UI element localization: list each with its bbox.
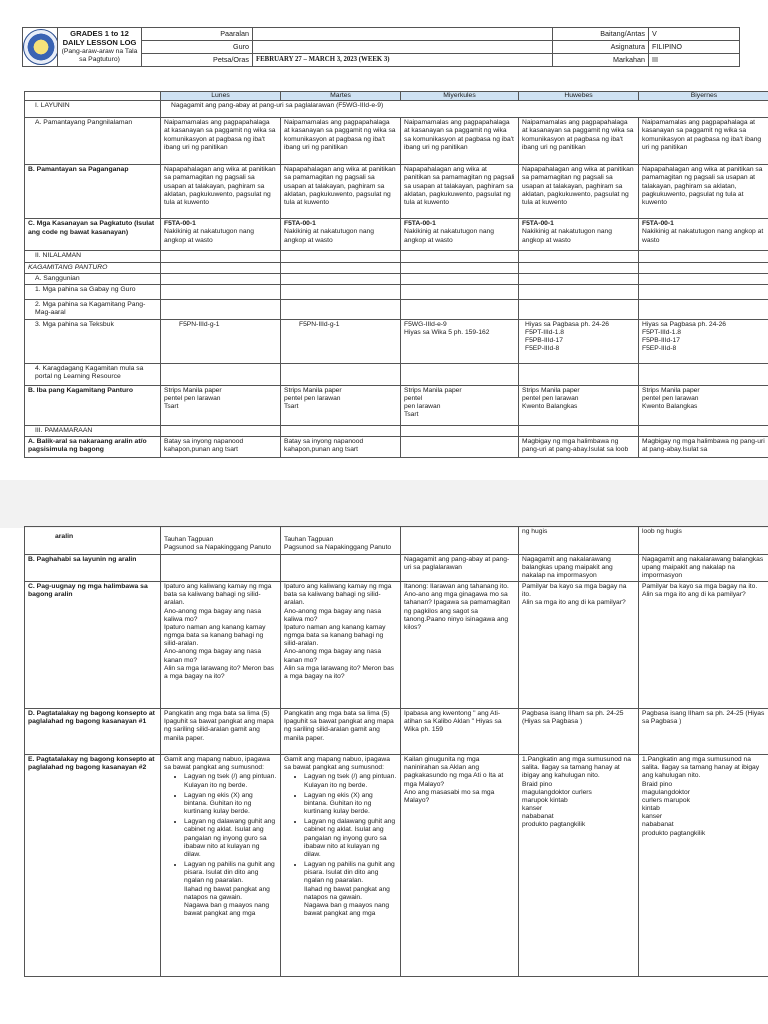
pagtatalakay1-lunes: Pangkatin ang mga bata sa lima (5) Ipaguhit sa bawat pangkat ang mapa ng sariling silid-aralan gamit ang manila paper. <box>161 709 281 755</box>
pamamaraan-row <box>25 425 768 436</box>
deped-seal-icon <box>23 29 58 65</box>
kasanayan-code: F5TA-00-1 <box>522 220 554 228</box>
pangnilalaman-biyernes: Naipamamalas ang pagpapahalaga at kasanayan sa paggamit ng wika sa komunikasyon at pagbasa ng iba't ibang uri ng panitikan <box>639 118 768 165</box>
pagganap-huwebes: Napapahalagan ang wika at panitikan sa pamamagitan ng pagsali sa usapan at talakayan, paghiram sa aklatan, pagkukuwento, pagsulat ng tula at kuwento <box>519 165 639 219</box>
kagamitang-row <box>25 300 768 320</box>
pagganap-row <box>25 165 768 219</box>
page-gap <box>0 480 768 528</box>
teksbuk-lunes: F5PN-IIId-g-1 <box>161 319 281 363</box>
paghahabi-martes <box>281 554 401 582</box>
petsa-label: Petsa/Oras <box>142 54 253 67</box>
kagamitan-label: KAGAMITANG PANTURO <box>25 262 161 273</box>
kasanayan-text: Nakikinig at nakatutugon nang angkop at wasto <box>284 228 374 244</box>
nilalaman-label: II. NILALAMAN <box>25 251 161 262</box>
teksbuk-huwebes: Hiyas sa Pagbasa ph. 24-26 F5PT-IIId-1.8 F5PB-IIId-17 F5EP-IIId-8 <box>519 319 639 363</box>
balik-label: A. Balik-aral sa nakaraang aralin at/o pagsisimula ng bagong <box>25 436 161 457</box>
pangnilalaman-row <box>25 118 768 165</box>
pangnilalaman-huwebes: Naipamamalas ang pagpapahalaga at kasanayan sa paggamit ng wika sa komunikasyon at pagbasa ng iba't ibang uri ng panitikan <box>519 118 639 165</box>
pagtatalakay1-label: D. Pagtatalakay ng bagong konsepto at paglalahad ng bagong kasanayan #1 <box>25 709 161 755</box>
guro-value <box>253 41 553 54</box>
teksbuk-biyernes: Hiyas sa Pagbasa ph. 24-26 F5PT-IIId-1.8 F5PB-IIId-17 F5EP-IIId-8 <box>639 319 768 363</box>
day-header-row <box>25 92 768 101</box>
petsa-value: FEBRUARY 27 – MARCH 3, 2023 (WEEK 3) <box>253 54 553 67</box>
title-line-1: GRADES 1 to 12 <box>70 29 129 38</box>
aralin-lunes: Tauhan Tagpuan Pagsunod sa Napakinggang Panuto <box>161 527 281 555</box>
day-lunes: Lunes <box>161 92 281 101</box>
kasanayan-row <box>25 219 768 251</box>
kasanayan-text: Nakikinig at nakatutugon nang angkop at wasto <box>522 228 612 244</box>
iba-biyernes: Strips Manila paper pentel pen larawan Kwento Balangkas <box>639 385 768 425</box>
paaralan-label: Paaralan <box>142 28 253 41</box>
asignatura-label: Asignatura <box>553 41 649 54</box>
teksbuk-martes: F5PN-IIId-g-1 <box>281 319 401 363</box>
pagtatalakay1-miyerkules: Ipabasa ang kwentong " ang Ati-atihan sa Kalibo Aklan " Hiyas sa Wika ph. 159 <box>401 709 519 755</box>
kasanayan-code: F5TA-00-1 <box>404 220 436 228</box>
pagtatalakay2-martes <box>281 755 401 977</box>
paghahabi-lunes <box>161 554 281 582</box>
kagamitan-row <box>25 262 768 273</box>
lesson-table-part-1 <box>24 91 768 458</box>
layunin-label: I. LAYUNIN <box>25 101 161 118</box>
pagtatalakay2-label: E. Pagtatalakay ng bagong konsepto at paglalahad ng bagong kasanayan #2 <box>25 755 161 977</box>
kasanayan-text: Nakikinig at nakatutugon nang angkop at wasto <box>164 228 254 244</box>
pagganap-miyerkules: Napapahalagan ang wika at panitikan sa pamamagitan ng pagsali sa usapan at talakayan, paghiram sa aklatan, pagkukuwento, pagsulat ng tula at kuwento <box>401 165 519 219</box>
pagganap-lunes: Napapahalagan ang wika at panitikan sa pamamagitan ng pagsali sa usapan at talakayan, paghiram sa aklatan, pagkukuwento, pagsulat ng tula at kuwento <box>161 165 281 219</box>
balik-row <box>25 436 768 457</box>
lesson-table-part-2 <box>24 526 768 977</box>
pagtatalakay1-row <box>25 709 768 755</box>
deped-seal-cell <box>23 28 58 67</box>
day-huwebes: Huwebes <box>519 92 639 101</box>
aralin-martes: Tauhan Tagpuan Pagsunod sa Napakinggang Panuto <box>281 527 401 555</box>
gabay-row <box>25 285 768 300</box>
kasanayan-label: C. Mga Kasanayan sa Pagkatuto (Isulat ang code ng bawat kasanayan) <box>25 219 161 251</box>
nilalaman-row <box>25 251 768 262</box>
list-item: • Lagyan ng tsek (/) ang pintuan. Kulayan ito ng berde. <box>304 773 397 789</box>
kasanayan-lunes <box>161 219 281 251</box>
sanggunian-label: A. Sanggunian <box>25 273 161 284</box>
paguugnay-row <box>25 582 768 709</box>
aralin-label: aralin <box>25 527 161 555</box>
iba-row <box>25 385 768 425</box>
pagtatalakay2-intro: Gamit ang mapang nabuo, ipagawa sa bawat pangkat ang sumusnod: <box>164 756 270 772</box>
kasanayan-code: F5TA-00-1 <box>284 220 316 228</box>
paguugnay-martes: Ipaturo ang kaliwang kamay ng mga bata sa kaliwang bahagi ng silid-aralan. Ano-anong mga bagay ang nasa kaliwa mo? Ipaturo naman ang kanang kamay ngmga bata sa kanang bahagi ng silid-aralan. Ano-anong mga bagay ang nasa kanan mo? Alin sa mga larawang ito? Meron bas a mga bagay na ito? <box>281 582 401 709</box>
kasanayan-huwebes <box>519 219 639 251</box>
teksbuk-row <box>25 319 768 363</box>
kagamitang-label: 2. Mga pahina sa Kagamitang Pang-Mag-aaral <box>25 300 161 320</box>
pagtatalakay2-list <box>176 773 277 918</box>
karagdagang-row <box>25 363 768 385</box>
layunin-row <box>25 101 768 118</box>
balik-huwebes: Magbigay ng mga halimbawa ng pang-uri at pang-abay.Isulat sa loob <box>519 436 639 457</box>
paguugnay-label: C. Pag-uugnay ng mga halimbawa sa bagong aralin <box>25 582 161 709</box>
paghahabi-miyerkules: Nagagamit ang pang-abay at pang-uri sa paglalarawan <box>401 554 519 582</box>
balik-lunes: Batay sa inyong napanood kahapon,punan ang tsart <box>161 436 281 457</box>
pagganap-label: B. Pamantayan sa Paganganap <box>25 165 161 219</box>
page-one <box>0 0 768 480</box>
day-biyernes: Biyernes <box>639 92 768 101</box>
paguugnay-huwebes: Pamilyar ba kayo sa mga bagay na ito. Alin sa mga ito ang di ka pamilyar? <box>519 582 639 709</box>
paaralan-value <box>253 28 553 41</box>
asignatura-value: FILIPINO <box>649 41 740 54</box>
sanggunian-row <box>25 273 768 284</box>
list-item: • Lagyan ng dalawang guhit ang cabinet ng aklat. Isulat ang pangalan ng inyong guro sa ibabaw nito at kulayan ng dilaw. <box>184 818 277 859</box>
paghahabi-row <box>25 554 768 582</box>
karagdagang-label: 4. Karagdagang Kagamitan mula sa portal ng Learning Resource <box>25 363 161 385</box>
aralin-biyernes: loob ng hugis <box>639 527 768 555</box>
kasanayan-code: F5TA-00-1 <box>164 220 196 228</box>
pagtatalakay2-miyerkules: Kailan ginugunita ng mga naninirahan sa Aklan ang pagkakasundo ng mga Ati o Ita at mga Malayo? Ano ang masasabi mo sa mga Malayo? <box>401 755 519 977</box>
pagtatalakay1-huwebes: Pagbasa isang lIham sa ph. 24-25 (Hiyas sa Pagbasa ) <box>519 709 639 755</box>
pagtatalakay1-martes: Pangkatin ang mga bata sa lima (5) Ipaguhit sa bawat pangkat ang mapa ng sariling silid-aralan gamit ang manila paper. <box>281 709 401 755</box>
baitang-value: V <box>649 28 740 41</box>
pangnilalaman-miyerkules: Naipamamalas ang pagpapahalaga at kasanayan sa paggamit ng wika sa komunikasyon at pagbasa ng iba't ibang uri ng panitikan <box>401 118 519 165</box>
kasanayan-biyernes <box>639 219 768 251</box>
kasanayan-miyerkules <box>401 219 519 251</box>
list-item: • Lagyan ng ekis (X) ang bintana. Guhitan ito ng kurtinang kulay berde. <box>184 792 277 817</box>
balik-martes: Batay sa inyong napanood kahapon,punan ang tsart <box>281 436 401 457</box>
title-line-2: DAILY LESSON LOG <box>62 38 137 48</box>
pagtatalakay2-row <box>25 755 768 977</box>
markahan-label: Markahan <box>553 54 649 67</box>
pagtatalakay2-biyernes: 1.Pangkatin ang mga sumusunod na salita. Ilagay sa tamang hanay at ibigay ang kahulugan nito. Braid pino magulangdoktor curlers marupok kintab kanser nababanat produkto pagtangkilik <box>639 755 768 977</box>
pagtatalakay1-biyernes: Pagbasa isang lIham sa ph. 24-25 (Hiyas sa Pagbasa ) <box>639 709 768 755</box>
pagganap-biyernes: Napapahalagan ang wika at panitikan sa pamamagitan ng pagsali sa usapan at talakayan, paghiram sa aklatan, pagkukuwento, pagsulat ng tula at kuwento <box>639 165 768 219</box>
balik-miyerkules <box>401 436 519 457</box>
day-miyerkules: Miyerkules <box>401 92 519 101</box>
teksbuk-miyerkules: F5WG-IIId-e-9 Hiyas sa Wika 5 ph. 159-162 <box>401 319 519 363</box>
pagtatalakay2-lunes <box>161 755 281 977</box>
pagtatalakay2-huwebes: 1.Pangkatin ang mga sumusunod na salita. Ilagay sa tamang hanay at ibigay ang kahulugan nito. Braid pino magulangdoktor curlers marupok kintab kanser nababanat produkto pagtangkilik <box>519 755 639 977</box>
paghahabi-label: B. Paghahabi sa layunin ng aralin <box>25 554 161 582</box>
kasanayan-code: F5TA-00-1 <box>642 220 674 228</box>
iba-miyerkules: Strips Manila paper pentel pen larawan Tsart <box>401 385 519 425</box>
markahan-value: III <box>649 54 740 67</box>
iba-huwebes: Strips Manila paper pentel pen larawan Kwento Balangkas <box>519 385 639 425</box>
layunin-text: Nagagamit ang pang-abay at pang-uri sa paglalarawan (F5WG-IIId-e-9) <box>161 101 768 118</box>
list-item: • Lagyan ng dalawang guhit ang cabinet ng aklat. Isulat ang pangalan ng inyong guro sa ibabaw nito at kulayan ng dilaw. <box>304 818 397 859</box>
day-martes: Martes <box>281 92 401 101</box>
header-table <box>22 27 740 67</box>
paguugnay-lunes: Ipaturo ang kaliwang kamay ng mga bata sa kaliwang bahagi ng silid-aralan. Ano-anong mga bagay ang nasa kaliwa mo? Ipaturo naman ang kanang kamay ngmga bata sa kanang bahagi ng silid-aralan. Ano-anong mga bagay ang nasa kanan mo? Alin sa mga larawang ito? Meron bas a mga bagay na ito? <box>161 582 281 709</box>
subtitle: (Pang-araw-araw na Tala sa Pagtuturo) <box>61 47 138 64</box>
kasanayan-text: Nakikinig at nakatutugon nang angkop at wasto <box>404 228 494 244</box>
iba-martes: Strips Manila paper pentel pen larawan Tsart <box>281 385 401 425</box>
pangnilalaman-lunes: Naipamamalas ang pagpapahalaga at kasanayan sa paggamit ng wika sa komunikasyon at pagbasa ng iba't ibang uri ng panitikan <box>161 118 281 165</box>
aralin-huwebes: ng hugis <box>519 527 639 555</box>
list-item: • Lagyan ng pahilis na guhit ang pisara. Isulat din dito ang ngalan ng paaralan. Ilahad ng bawat pangkat ang natapos na gawain. Nagawa ban g maayos nang bawat pangkat ang mga <box>304 861 397 918</box>
baitang-label: Baitang/Antas <box>553 28 649 41</box>
pamamaraan-label: III. PAMAMARAAN <box>25 425 161 436</box>
paghahabi-biyernes: Nagagamit ang nakalarawang balangkas upang maipakit ang nakalap na impormasyon <box>639 554 768 582</box>
list-item: • Lagyan ng ekis (X) ang bintana. Guhitan ito ng kurtinang kulay berde. <box>304 792 397 817</box>
iba-lunes: Strips Manila paper pentel pen larawan Tsart <box>161 385 281 425</box>
paguugnay-miyerkules: Itanong: Ilarawan ang tahanang ito. Ano-ano ang mga ginagawa mo sa tahanan? Ipagawa sa pamamagitan ng pagkilos ang sagot sa tanong.Paano ninyo isinagawa ang kilos? <box>401 582 519 709</box>
iba-label: B. Iba pang Kagamitang Panturo <box>25 385 161 425</box>
day-header-blank <box>25 92 161 101</box>
pangnilalaman-label: A. Pamantayang Pangnilalaman <box>25 118 161 165</box>
title-cell <box>58 28 142 67</box>
pagtatalakay2-list <box>296 773 397 918</box>
paguugnay-biyernes: Pamilyar ba kayo sa mga bagay na ito. Alin sa mga ito ang di ka pamilyar? <box>639 582 768 709</box>
paghahabi-huwebes: Nagagamit ang nakalarawang balangkas upang maipakit ang nakalap na impormasyon <box>519 554 639 582</box>
list-item: • Lagyan ng pahilis na guhit ang pisara. Isulat din dito ang ngalan ng paaralan. Ilahad ng bawat pangkat ang natapos na gawain. Nagawa ban g maayos nang bawat pangkat ang mga <box>184 861 277 918</box>
list-item: • Lagyan ng tsek (/) ang pintuan. Kulayan ito ng berde. <box>184 773 277 789</box>
aralin-miyerkules <box>401 527 519 555</box>
teksbuk-label: 3. Mga pahina sa Teksbuk <box>25 319 161 363</box>
pagtatalakay2-intro: Gamit ang mapang nabuo, ipagawa sa bawat pangkat ang sumusnod: <box>284 756 390 772</box>
kasanayan-martes <box>281 219 401 251</box>
pangnilalaman-martes: Naipamamalas ang pagpapahalaga at kasanayan sa paggamit ng wika sa komunikasyon at pagbasa ng iba't ibang uri ng panitikan <box>281 118 401 165</box>
gabay-label: 1. Mga pahina sa Gabay ng Guro <box>25 285 161 300</box>
balik-biyernes: Magbigay ng mga halimbawa ng pang-uri at pang-abay.Isulat sa <box>639 436 768 457</box>
aralin-row <box>25 527 768 555</box>
pagganap-martes: Napapahalagan ang wika at panitikan sa pamamagitan ng pagsali sa usapan at talakayan, paghiram sa aklatan, pagkukuwento, pagsulat ng tula at kuwento <box>281 165 401 219</box>
kasanayan-text: Nakikinig at nakatutugon nang angkop at wasto <box>642 228 764 244</box>
guro-label: Guro <box>142 41 253 54</box>
